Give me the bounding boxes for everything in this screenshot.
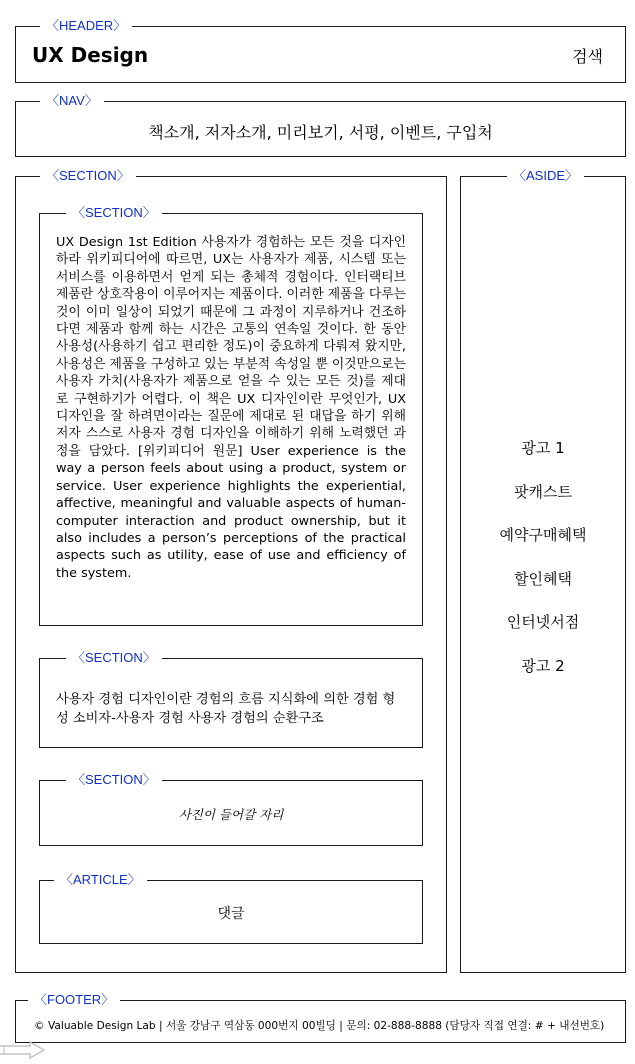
intro-section (39, 205, 423, 626)
aside (460, 168, 626, 973)
footer (15, 992, 626, 1043)
photo-section-legend: 〈SECTION〉 (66, 771, 162, 789)
aside-item-ad1[interactable]: 광고 1 (521, 439, 565, 457)
arrow-right-icon (0, 1040, 48, 1064)
aside-item-online-store[interactable]: 인터넷서점 (506, 613, 580, 632)
intro-text: UX Design 1st Edition 사용자가 경험하는 모든 것을 디자인하라 위키피디어에 따르면, UX는 사용자가 제품, 시스템 또는 서비스를 이용하면서 얻게 되는 총체적 경험이다. 인터랙티브 제품란 상호작용이 이루어지는 제품이다. 이러한 제품을 다루는 것이 이미 일상이 되었기 때문에 그 과정이 지루하거나 건조하다면 제품과 함께 하는 시간은 고통의 연속일 것이다. 한 동안 사용성(사용하기 쉽고 편리한 정도)이 중요하게 다뤄져 왔지만, 사용성은 제품을 구성하고 있는 부분적 속성일 뿐 이것만으로는 사용자 가치(사용자가 제품으로 얻을 수 있는 모든 것)를 제대로 구현하기가 어렵다. 이 책은 UX 디자인이란 무엇인가, UX 디자인을 잘 하려면이라는 질문에 제대로 된 대답을 하기 위해 저자 스스로 사용자 경험 디자인을 이해하기 위해 노력했던 과정을 담았다. [위키피디어 원문] User experience is the way a person feels about using a product, system or service. User experience highlights the experiential, affective, meaningful and valuable aspects of human-computer interaction and product ownership, but it also includes a person’s perceptions of the practical aspects such as utility, ease of use and efficiency of the system. (56, 235, 406, 581)
toc-text: 사용자 경험 디자인이란 경험의 흐름 지식화에 의한 경험 형성 소비자-사용자 경험 사용자 경험의 순환구조 (56, 692, 396, 726)
toc-section (39, 650, 423, 748)
aside-item-ad2[interactable]: 광고 2 (521, 656, 565, 675)
nav-links[interactable]: 책소개, 저자소개, 미리보기, 서평, 이벤트, 구입처 (148, 123, 493, 142)
header (15, 18, 626, 83)
aside-item-podcast[interactable]: 팟캐스트 (514, 482, 572, 501)
nav (15, 93, 626, 157)
site-logo[interactable]: UX Design (32, 43, 149, 67)
footer-legend: 〈FOOTER〉 (28, 991, 120, 1009)
aside-list (461, 427, 625, 689)
aside-item-discount[interactable]: 할인혜택 (514, 569, 572, 588)
intro-section-legend: 〈SECTION〉 (66, 204, 162, 222)
aside-item-preorder[interactable]: 예약구매혜택 (499, 526, 587, 545)
photo-section (39, 772, 423, 846)
header-legend: 〈HEADER〉 (40, 17, 132, 35)
photo-placeholder: 사진이 들어갈 자리 (178, 807, 284, 822)
comment-article (39, 872, 423, 944)
aside-legend: 〈ASIDE〉 (507, 167, 584, 185)
article-legend: 〈ARTICLE〉 (54, 871, 147, 889)
footer-info: © Valuable Design Lab | 서울 강남구 역삼동 000번지 00빌딩 | 문의: 02-888-8888 (담당자 직접 연결: # + 내선번호) (34, 1020, 605, 1032)
main-section-legend: 〈SECTION〉 (40, 167, 136, 185)
search-link[interactable]: 검색 (572, 47, 603, 66)
comment-label[interactable]: 댓글 (217, 906, 245, 922)
nav-legend: 〈NAV〉 (40, 92, 104, 110)
toc-section-legend: 〈SECTION〉 (66, 649, 162, 667)
